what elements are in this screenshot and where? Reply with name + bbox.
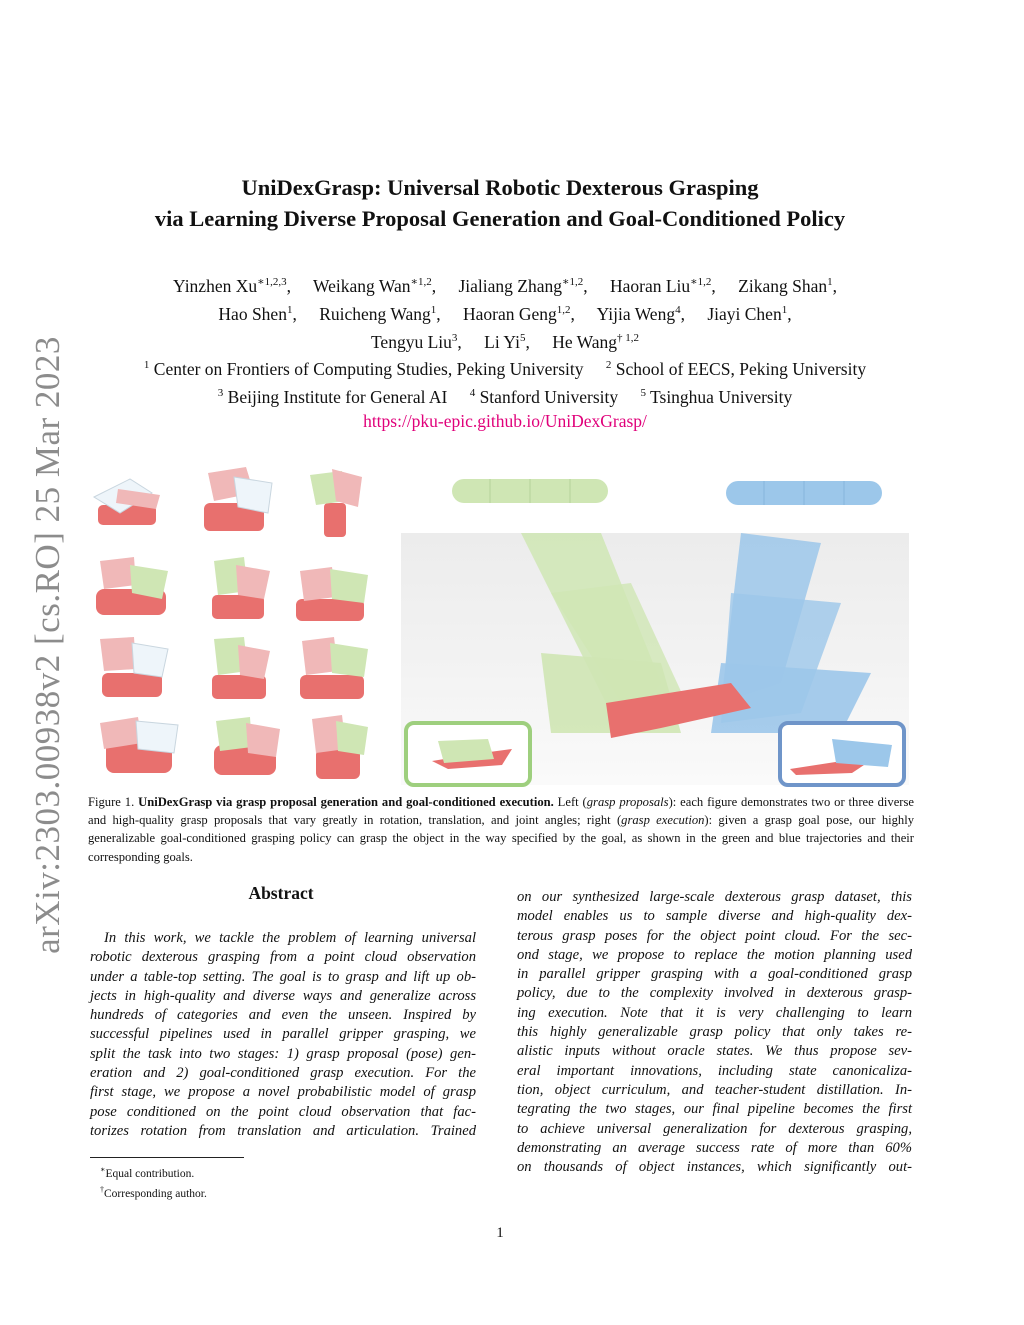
text-line: demonstrating an average success rate of more than 60% [517, 1139, 912, 1156]
author-line-1: Yinzhen $Xu^{∗1,2,3}$, Weikang Wan$^{∗1,2}$, Jialiang Zhang$^{∗1,2}$, Haoran Liu$^{∗1,2}$, Zikang Shan$^1$, [173, 275, 837, 296]
text-line: In this work, we tackle the problem of learning universal [104, 930, 476, 946]
abstract-right-column [517, 888, 912, 1177]
text-line: terous grasp poses for the object point cloud. For the sec- [517, 927, 912, 944]
green-goal-hand-top [450, 473, 610, 509]
blue-goal-preview [782, 725, 902, 783]
text-line: on thousands of object instances, which significantly out- [517, 1159, 912, 1176]
page-number: 1 [496, 1225, 504, 1241]
proposal-thumb-4 [90, 555, 172, 627]
text-line: in parallel gripper grasping with a goal-conditioned grasp [517, 966, 912, 983]
author-line-3: Tengyu Liu$^3$, Li Yi$^5$, He Wang$^{\dagger 1,2}$ [370, 331, 640, 352]
text-line: this highly generalizable grasp policy that only takes re- [517, 1024, 912, 1041]
proposal-thumb-9 [292, 635, 372, 705]
proposal-thumb-8 [202, 635, 274, 705]
proposal-thumb-3 [302, 467, 366, 539]
author-line-2: Hao Shen$^1$, Ruicheng Wang$^1$, Haoran Geng$^{1,2}$, Yijia Weng$^4$, Jiayi Chen$^1$, [218, 303, 792, 324]
affiliation-line-2: $^3$ Beijing Institute for General AI $^4$ Stanford University $^5$ Tsinghua University [217, 387, 793, 408]
proposal-thumb-11 [206, 715, 284, 783]
text-line: torizes rotation from translation and articulation. Trained [90, 1122, 476, 1139]
text-line: eral important innovations, including state canonicaliza- [517, 1062, 912, 1079]
grasp-execution-render [401, 533, 909, 785]
text-line: jects in high-quality and diverse ways and generalize across [90, 987, 476, 1004]
figure-1 [88, 455, 914, 785]
arxiv-side-stamp: arXiv:2303.00938v2 [cs.RO] 25 Mar 2023 [28, 336, 67, 954]
text-line: first stage, we propose a novel probabilistic model of grasp [90, 1084, 476, 1101]
text-line: on our synthesized large-scale dexterous grasp dataset, this [517, 889, 912, 905]
text-line: ond stage, we propose to replace the motion planning used [517, 946, 912, 963]
footnote-corresponding-author: †Corresponding author. [100, 1184, 207, 1200]
proposal-thumb-12 [306, 713, 372, 785]
proposal-thumb-5 [200, 555, 274, 627]
proposal-thumb-1 [90, 475, 168, 533]
text-line: tegrating the two stages, our final pipeline becomes the first [517, 1101, 912, 1118]
proposal-thumb-2 [194, 463, 276, 538]
abstract-heading: Abstract [248, 883, 314, 903]
text-line: ing execution. Note that it is very challenging to learn [517, 1004, 912, 1021]
text-line: alistic inputs without oracle states. We thus propose sev- [517, 1043, 912, 1060]
paper-title: UniDexGrasp: Universal Robotic Dexterous Grasping via Learning Diverse Proposal Generation and Goal-Conditioned Policy [154, 175, 846, 231]
text-line: pose conditioned on the point cloud observation that fac- [90, 1103, 476, 1120]
proposal-thumb-6 [292, 563, 372, 629]
text-line: to achieve universal generalization for dexterous grasping, [517, 1120, 912, 1137]
figure-1-caption: Figure 1. UniDexGrasp via grasp proposal generation and goal-conditioned execution. Left (grasp proposals): each figure demonstrates two or three diverse and high-quality grasp proposals that vary greatly in rotation, translation, and joint angles; right (grasp execution): given a grasp goal pose, our highly generalizable goal-conditioned grasping policy can grasp the object in the way specified by the goal, as shown in the green and blue trajectories and their corresponding goals. [88, 795, 914, 864]
blue-goal-hand-top [724, 475, 884, 511]
footnote-equal-contribution: ∗Equal contribution. [100, 1165, 195, 1180]
green-goal-inset [404, 721, 532, 787]
text-line: successful pipelines used in parallel gripper grasping, we [90, 1026, 476, 1043]
text-line: eration and 2) goal-conditioned grasp execution. For the [90, 1065, 476, 1082]
grasp-proposals-grid [88, 455, 388, 785]
proposal-thumb-10 [94, 713, 182, 781]
footnotes [100, 1162, 207, 1202]
abstract-left-column [90, 929, 476, 1141]
green-goal-preview [408, 725, 528, 783]
affiliation-line-1: $^1$ Center on Frontiers of Computing Studies, Peking University $^2$ School of EECS, Peking University [143, 359, 867, 380]
text-line: model enables us to sample diverse and high-quality dex- [517, 908, 912, 925]
blue-goal-inset [778, 721, 906, 787]
text-line: under a table-top setting. The goal is to grasp and lift up ob- [90, 968, 476, 985]
text-line: policy, due to the complexity involved in dexterous grasp- [517, 985, 912, 1002]
proposal-thumb-7 [92, 635, 172, 703]
text-line: hundreds of categories and even the unseen. Inspired by [90, 1007, 476, 1024]
text-line: split the task into two stages: 1) grasp proposal (pose) gen- [90, 1045, 476, 1062]
author-block [90, 270, 920, 433]
footnote-rule [90, 1157, 244, 1158]
text-line: robotic dexterous grasping from a point cloud observation [90, 949, 476, 966]
project-url-link[interactable]: https://pku-epic.github.io/UniDexGrasp/ [363, 411, 647, 432]
text-line: tion, object curriculum, and teacher-student distillation. In- [517, 1081, 912, 1098]
